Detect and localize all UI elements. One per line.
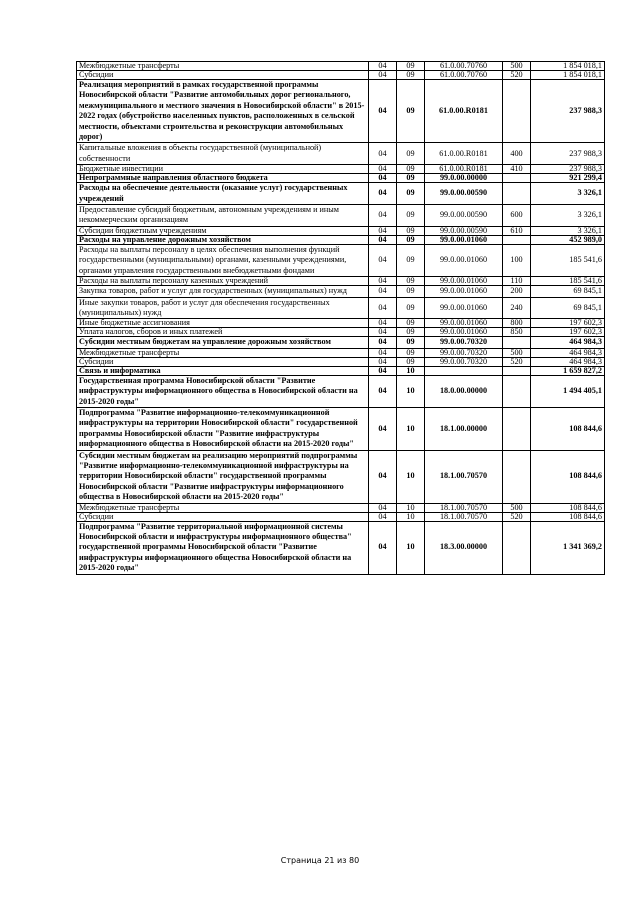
- row-name: Субсидии: [77, 71, 369, 80]
- section-code: 04: [369, 286, 397, 297]
- target-article-code: 99.0.00.00000: [425, 174, 503, 183]
- amount: 1 659 827,2: [531, 366, 605, 375]
- expense-type-code: [503, 450, 531, 503]
- expense-type-code: [503, 337, 531, 348]
- row-name: Связь и информатика: [77, 366, 369, 375]
- row-name: Государственная программа Новосибирской области "Развитие инфраструктуры информационного общества в Новосибирской области на 2015-2020 годы": [77, 375, 369, 407]
- row-name: Расходы на выплаты персоналу казенных учреждений: [77, 277, 369, 286]
- target-article-code: 99.0.00.01060: [425, 319, 503, 328]
- section-code: 04: [369, 521, 397, 574]
- amount: 69 845,1: [531, 286, 605, 297]
- row-name: Реализация мероприятий в рамках государственной программы Новосибирской области "Развитие автомобильных дорог регионального, межмуниципального и местного значения в Новосибирской области" в 2015-2022 годах (обустройство населенных пунктов, расположенных в сельской местности, объектами строительства и реконструкции автомобильных дорог): [77, 80, 369, 143]
- expense-type-code: 520: [503, 71, 531, 80]
- amount: 197 602,3: [531, 328, 605, 337]
- table-row: [77, 328, 605, 337]
- amount: 3 326,1: [531, 226, 605, 235]
- section-code: 04: [369, 357, 397, 366]
- section-code: 04: [369, 407, 397, 450]
- section-code: 04: [369, 80, 397, 143]
- target-article-code: 99.0.00.01060: [425, 297, 503, 319]
- expense-type-code: [503, 366, 531, 375]
- target-article-code: 99.0.00.01060: [425, 286, 503, 297]
- expense-type-code: 240: [503, 297, 531, 319]
- target-article-code: 18.0.00.00000: [425, 375, 503, 407]
- section-code: 04: [369, 71, 397, 80]
- row-name: Межбюджетные трансферты: [77, 503, 369, 512]
- table-row: [77, 277, 605, 286]
- expense-type-code: [503, 80, 531, 143]
- section-code: 04: [369, 366, 397, 375]
- target-article-code: 18.1.00.70570: [425, 512, 503, 521]
- expense-type-code: 400: [503, 143, 531, 165]
- table-row: [77, 450, 605, 503]
- target-article-code: 99.0.00.00590: [425, 205, 503, 227]
- subsection-code: 09: [397, 226, 425, 235]
- target-article-code: 99.0.00.01060: [425, 235, 503, 244]
- section-code: 04: [369, 503, 397, 512]
- subsection-code: 09: [397, 235, 425, 244]
- table-row: [77, 503, 605, 512]
- amount: 185 541,6: [531, 277, 605, 286]
- target-article-code: [425, 366, 503, 375]
- subsection-code: 10: [397, 450, 425, 503]
- amount: 3 326,1: [531, 183, 605, 205]
- section-code: 04: [369, 205, 397, 227]
- section-code: 04: [369, 319, 397, 328]
- table-row: [77, 174, 605, 183]
- target-article-code: 99.0.00.01060: [425, 244, 503, 276]
- expense-type-code: 500: [503, 348, 531, 357]
- section-code: 04: [369, 348, 397, 357]
- row-name: Субсидии: [77, 357, 369, 366]
- row-name: Межбюджетные трансферты: [77, 62, 369, 71]
- target-article-code: 18.1.00.70570: [425, 450, 503, 503]
- subsection-code: 09: [397, 165, 425, 174]
- subsection-code: 10: [397, 375, 425, 407]
- subsection-code: 10: [397, 407, 425, 450]
- subsection-code: 09: [397, 183, 425, 205]
- subsection-code: 09: [397, 71, 425, 80]
- subsection-code: 09: [397, 286, 425, 297]
- section-code: 04: [369, 235, 397, 244]
- row-name: Бюджетные инвестиции: [77, 165, 369, 174]
- expense-type-code: 850: [503, 328, 531, 337]
- target-article-code: 99.0.00.70320: [425, 348, 503, 357]
- amount: 197 602,3: [531, 319, 605, 328]
- target-article-code: 61.0.00.R0181: [425, 80, 503, 143]
- target-article-code: 99.0.00.00590: [425, 226, 503, 235]
- table-row: [77, 512, 605, 521]
- expense-type-code: 600: [503, 205, 531, 227]
- subsection-code: 09: [397, 357, 425, 366]
- expense-type-code: [503, 375, 531, 407]
- expense-type-code: [503, 174, 531, 183]
- target-article-code: 99.0.00.70320: [425, 357, 503, 366]
- expense-type-code: 100: [503, 244, 531, 276]
- amount: 108 844,6: [531, 407, 605, 450]
- section-code: 04: [369, 183, 397, 205]
- row-name: Непрограммные направления областного бюджета: [77, 174, 369, 183]
- section-code: 04: [369, 174, 397, 183]
- section-code: 04: [369, 277, 397, 286]
- subsection-code: 09: [397, 277, 425, 286]
- section-code: 04: [369, 512, 397, 521]
- subsection-code: 09: [397, 337, 425, 348]
- subsection-code: 09: [397, 80, 425, 143]
- budget-table: [76, 61, 605, 575]
- table-row: [77, 143, 605, 165]
- expense-type-code: [503, 183, 531, 205]
- table-row: [77, 80, 605, 143]
- expense-type-code: 500: [503, 62, 531, 71]
- row-name: Расходы на обеспечение деятельности (оказание услуг) государственных учреждений: [77, 183, 369, 205]
- page-number: Страница 21 из 80: [280, 856, 360, 865]
- row-name: Уплата налогов, сборов и иных платежей: [77, 328, 369, 337]
- target-article-code: 18.1.00.00000: [425, 407, 503, 450]
- table-row: [77, 357, 605, 366]
- table-row: [77, 319, 605, 328]
- amount: 237 988,3: [531, 80, 605, 143]
- section-code: 04: [369, 375, 397, 407]
- row-name: Субсидии местным бюджетам на реализацию мероприятий подпрограммы "Развитие информационно-телекоммуникационной инфраструктуры на территории Новосибирской области" государственной программы Новосибирской области "Развитие инфраструктуры информационного общества в Новосибирской области на 2015-2020 годы": [77, 450, 369, 503]
- expense-type-code: 520: [503, 357, 531, 366]
- amount: 1 854 018,1: [531, 62, 605, 71]
- row-name: Субсидии бюджетным учреждениям: [77, 226, 369, 235]
- amount: 452 989,0: [531, 235, 605, 244]
- row-name: Закупка товаров, работ и услуг для государственных (муниципальных) нужд: [77, 286, 369, 297]
- section-code: 04: [369, 337, 397, 348]
- amount: 1 341 369,2: [531, 521, 605, 574]
- table-row: [77, 226, 605, 235]
- subsection-code: 10: [397, 366, 425, 375]
- table-row: [77, 235, 605, 244]
- table-row: [77, 375, 605, 407]
- expense-type-code: 200: [503, 286, 531, 297]
- section-code: 04: [369, 297, 397, 319]
- subsection-code: 09: [397, 297, 425, 319]
- table-row: [77, 244, 605, 276]
- amount: 69 845,1: [531, 297, 605, 319]
- amount: 464 984,3: [531, 357, 605, 366]
- subsection-code: 09: [397, 62, 425, 71]
- subsection-code: 09: [397, 348, 425, 357]
- table-row: [77, 165, 605, 174]
- table-row: [77, 286, 605, 297]
- expense-type-code: 110: [503, 277, 531, 286]
- target-article-code: 18.3.00.00000: [425, 521, 503, 574]
- row-name: Предоставление субсидий бюджетным, автономным учреждениям и иным некоммерческим организациям: [77, 205, 369, 227]
- subsection-code: 09: [397, 143, 425, 165]
- amount: 108 844,6: [531, 450, 605, 503]
- amount: 108 844,6: [531, 512, 605, 521]
- expense-type-code: 500: [503, 503, 531, 512]
- amount: 464 984,3: [531, 337, 605, 348]
- row-name: Капитальные вложения в объекты государственной (муниципальной) собственности: [77, 143, 369, 165]
- amount: 108 844,6: [531, 503, 605, 512]
- section-code: 04: [369, 328, 397, 337]
- table-row: [77, 183, 605, 205]
- expense-type-code: [503, 521, 531, 574]
- target-article-code: 99.0.00.00590: [425, 183, 503, 205]
- target-article-code: 61.0.00.70760: [425, 62, 503, 71]
- amount: 921 299,4: [531, 174, 605, 183]
- section-code: 04: [369, 244, 397, 276]
- amount: 3 326,1: [531, 205, 605, 227]
- expense-type-code: [503, 407, 531, 450]
- row-name: Субсидии местным бюджетам на управление дорожным хозяйством: [77, 337, 369, 348]
- section-code: 04: [369, 62, 397, 71]
- table-row: [77, 337, 605, 348]
- table-row: [77, 71, 605, 80]
- subsection-code: 10: [397, 503, 425, 512]
- row-name: Расходы на управление дорожным хозяйством: [77, 235, 369, 244]
- row-name: Подпрограмма "Развитие территориальной информационной системы Новосибирской области и инфраструктуры информационного общества" государственной программы Новосибирской области "Развитие инфраструктуры информационного общества Новосибирской области на 2015-2020 годы": [77, 521, 369, 574]
- target-article-code: 99.0.00.01060: [425, 328, 503, 337]
- subsection-code: 09: [397, 244, 425, 276]
- row-name: Иные бюджетные ассигнования: [77, 319, 369, 328]
- row-name: Межбюджетные трансферты: [77, 348, 369, 357]
- target-article-code: 18.1.00.70570: [425, 503, 503, 512]
- table-row: [77, 407, 605, 450]
- row-name: Подпрограмма "Развитие информационно-телекоммуникационной инфраструктуры на территории Новосибирской области" государственной программы Новосибирской области "Развитие инфраструктуры информационного общества в Новосибирской области на 2015-2020 годы": [77, 407, 369, 450]
- expense-type-code: 520: [503, 512, 531, 521]
- subsection-code: 10: [397, 512, 425, 521]
- table-row: [77, 366, 605, 375]
- table-row: [77, 521, 605, 574]
- expense-type-code: [503, 235, 531, 244]
- subsection-code: 10: [397, 521, 425, 574]
- table-row: [77, 297, 605, 319]
- table-row: [77, 62, 605, 71]
- section-code: 04: [369, 143, 397, 165]
- amount: 1 494 405,1: [531, 375, 605, 407]
- expense-type-code: 610: [503, 226, 531, 235]
- table-row: [77, 348, 605, 357]
- target-article-code: 61.0.00.R0181: [425, 165, 503, 174]
- table-row: [77, 205, 605, 227]
- row-name: Иные закупки товаров, работ и услуг для обеспечения государственных (муниципальных) нужд: [77, 297, 369, 319]
- expense-type-code: 800: [503, 319, 531, 328]
- section-code: 04: [369, 165, 397, 174]
- section-code: 04: [369, 450, 397, 503]
- subsection-code: 09: [397, 328, 425, 337]
- table-body: [77, 62, 605, 575]
- amount: 237 988,3: [531, 165, 605, 174]
- row-name: Субсидии: [77, 512, 369, 521]
- subsection-code: 09: [397, 205, 425, 227]
- section-code: 04: [369, 226, 397, 235]
- amount: 1 854 018,1: [531, 71, 605, 80]
- target-article-code: 99.0.00.01060: [425, 277, 503, 286]
- amount: 237 988,3: [531, 143, 605, 165]
- expense-type-code: 410: [503, 165, 531, 174]
- subsection-code: 09: [397, 319, 425, 328]
- amount: 185 541,6: [531, 244, 605, 276]
- subsection-code: 09: [397, 174, 425, 183]
- target-article-code: 99.0.00.70320: [425, 337, 503, 348]
- target-article-code: 61.0.00.R0181: [425, 143, 503, 165]
- target-article-code: 61.0.00.70760: [425, 71, 503, 80]
- amount: 464 984,3: [531, 348, 605, 357]
- row-name: Расходы на выплаты персоналу в целях обеспечения выполнения функций государственными (муниципальными) органами, казенными учреждениями, органами управления государственными внебюджетными фондами: [77, 244, 369, 276]
